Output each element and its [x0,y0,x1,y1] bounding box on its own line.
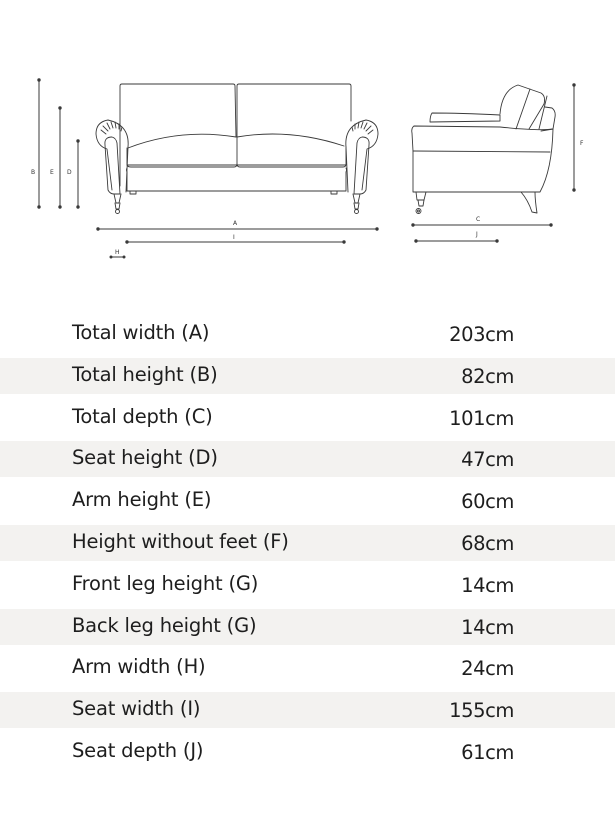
row-label: Arm height (E) [72,488,212,512]
table-row [0,396,615,438]
dim-label-e: E [50,169,54,176]
row-value: 14cm [461,615,514,639]
dim-label-b: B [31,169,36,176]
row-label: Seat depth (J) [72,738,204,762]
row-label: Total depth (C) [72,404,213,428]
row-label: Seat width (I) [72,697,201,721]
table-row [0,479,615,521]
dimensions-table [0,312,615,772]
dim-label-a: A [233,220,238,227]
table-row [0,730,615,772]
dim-label-f: F [580,140,584,147]
sofa-dimension-diagram [0,0,615,300]
row-label: Total height (B) [72,362,218,386]
row-value: 101cm [449,406,514,430]
row-value: 82cm [461,364,514,388]
row-value: 60cm [461,490,514,514]
row-value: 24cm [461,657,514,681]
row-label: Arm width (H) [72,655,206,679]
dim-label-i: I [233,234,235,241]
table-row [0,646,615,688]
dim-label-c: C [476,216,481,223]
table-row [0,688,615,730]
table-row [0,312,615,354]
front-view-drawing [96,84,378,214]
row-label: Front leg height (G) [72,571,259,595]
dim-label-j: J [476,231,478,238]
row-label: Total width (A) [72,321,210,344]
row-label: Back leg height (G) [72,613,257,637]
row-value: 14cm [461,573,514,597]
table-row [0,563,615,605]
row-label: Seat height (D) [72,446,218,470]
row-value: 203cm [449,323,514,346]
table-row [0,521,615,563]
row-value: 68cm [461,531,514,555]
table-row [0,605,615,647]
sofa-line-drawing [0,0,615,300]
dim-label-d: D [67,169,72,176]
row-value: 155cm [449,699,514,723]
table-row [0,354,615,396]
dim-label-h: H [115,249,120,256]
side-view-drawing [412,85,555,214]
row-value: 47cm [461,448,514,472]
row-value: 61cm [461,740,514,764]
table-row [0,437,615,479]
row-label: Height without feet (F) [72,529,289,553]
